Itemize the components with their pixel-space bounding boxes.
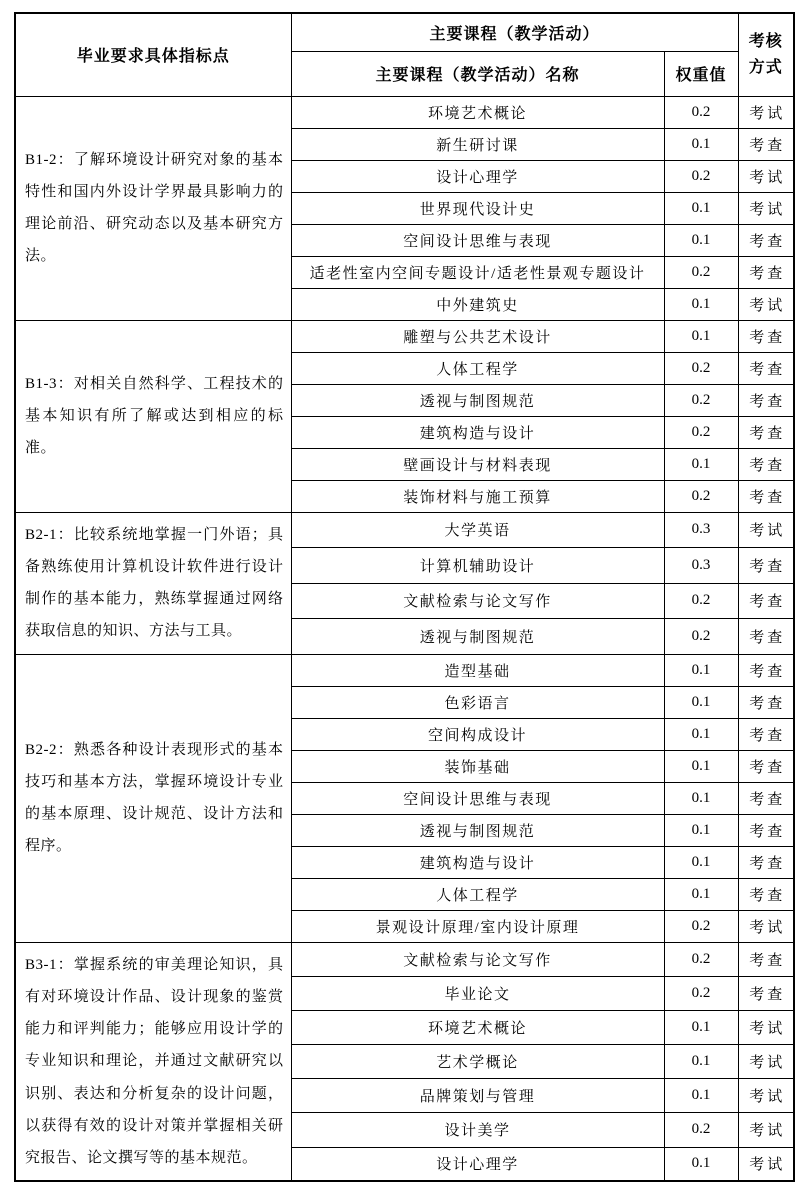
course-name-cell: 环境艺术概论: [291, 1010, 664, 1044]
course-name-cell: 新生研讨课: [291, 128, 664, 160]
course-name-cell: 品牌策划与管理: [291, 1079, 664, 1113]
course-name-cell: 人体工程学: [291, 352, 664, 384]
weight-cell: 0.2: [664, 480, 738, 512]
indicator-cell: B2-2：熟悉各种设计表现形式的基本技巧和基本方法，掌握环境设计专业的基本原理、设计规范、设计方法和程序。: [15, 654, 291, 942]
assessment-cell: 考试: [738, 512, 794, 548]
weight-cell: 0.1: [664, 224, 738, 256]
assessment-cell: 考试: [738, 96, 794, 128]
table-row: [15, 320, 794, 352]
weight-cell: 0.2: [664, 160, 738, 192]
weight-cell: 0.2: [664, 910, 738, 942]
indicator-cell: B1-2：了解环境设计研究对象的基本特性和国内外设计学界最具影响力的理论前沿、研究动态以及基本研究方法。: [15, 96, 291, 320]
course-name-cell: 人体工程学: [291, 878, 664, 910]
assessment-cell: 考查: [738, 352, 794, 384]
assessment-cell: 考查: [738, 448, 794, 480]
weight-cell: 0.1: [664, 448, 738, 480]
table-row: [15, 654, 794, 686]
course-name-cell: 大学英语: [291, 512, 664, 548]
weight-cell: 0.1: [664, 878, 738, 910]
header-assessment: 考核方式: [738, 13, 794, 96]
assessment-cell: 考查: [738, 548, 794, 584]
indicator-cell: B1-3：对相关自然科学、工程技术的基本知识有所了解或达到相应的标准。: [15, 320, 291, 512]
course-name-cell: 设计心理学: [291, 1147, 664, 1181]
assessment-cell: 考查: [738, 320, 794, 352]
assessment-cell: 考试: [738, 1010, 794, 1044]
weight-cell: 0.1: [664, 718, 738, 750]
assessment-cell: 考试: [738, 288, 794, 320]
course-name-cell: 空间构成设计: [291, 718, 664, 750]
weight-cell: 0.1: [664, 782, 738, 814]
assessment-cell: 考查: [738, 976, 794, 1010]
course-name-cell: 造型基础: [291, 654, 664, 686]
weight-cell: 0.3: [664, 548, 738, 584]
assessment-cell: 考试: [738, 1113, 794, 1147]
course-name-cell: 艺术学概论: [291, 1045, 664, 1079]
weight-cell: 0.2: [664, 96, 738, 128]
weight-cell: 0.1: [664, 1147, 738, 1181]
header-indicator: 毕业要求具体指标点: [15, 13, 291, 96]
assessment-cell: 考试: [738, 192, 794, 224]
course-name-cell: 空间设计思维与表现: [291, 224, 664, 256]
weight-cell: 0.2: [664, 384, 738, 416]
assessment-cell: 考试: [738, 910, 794, 942]
course-name-cell: 透视与制图规范: [291, 384, 664, 416]
course-name-cell: 雕塑与公共艺术设计: [291, 320, 664, 352]
weight-cell: 0.1: [664, 1045, 738, 1079]
assessment-cell: 考查: [738, 686, 794, 718]
assessment-cell: 考查: [738, 416, 794, 448]
course-name-cell: 建筑构造与设计: [291, 846, 664, 878]
course-name-cell: 壁画设计与材料表现: [291, 448, 664, 480]
course-name-cell: 计算机辅助设计: [291, 548, 664, 584]
header-courses-group: 主要课程（教学活动）: [291, 13, 738, 51]
assessment-cell: 考查: [738, 654, 794, 686]
course-name-cell: 设计美学: [291, 1113, 664, 1147]
assessment-cell: 考查: [738, 583, 794, 619]
weight-cell: 0.1: [664, 192, 738, 224]
assessment-cell: 考查: [738, 718, 794, 750]
assessment-cell: 考查: [738, 750, 794, 782]
weight-cell: 0.1: [664, 1079, 738, 1113]
table-row: [15, 96, 794, 128]
course-name-cell: 世界现代设计史: [291, 192, 664, 224]
weight-cell: 0.2: [664, 256, 738, 288]
weight-cell: 0.2: [664, 416, 738, 448]
assessment-cell: 考查: [738, 480, 794, 512]
weight-cell: 0.2: [664, 583, 738, 619]
curriculum-mapping-table: [14, 12, 795, 1182]
course-name-cell: 色彩语言: [291, 686, 664, 718]
course-name-cell: 景观设计原理/室内设计原理: [291, 910, 664, 942]
course-name-cell: 装饰材料与施工预算: [291, 480, 664, 512]
assessment-cell: 考查: [738, 224, 794, 256]
table-body: [15, 96, 794, 1181]
weight-cell: 0.1: [664, 846, 738, 878]
course-name-cell: 文献检索与论文写作: [291, 942, 664, 976]
course-name-cell: 毕业论文: [291, 976, 664, 1010]
weight-cell: 0.2: [664, 352, 738, 384]
assessment-cell: 考查: [738, 619, 794, 655]
assessment-cell: 考试: [738, 1079, 794, 1113]
table-row: [15, 942, 794, 976]
course-name-cell: 建筑构造与设计: [291, 416, 664, 448]
weight-cell: 0.2: [664, 619, 738, 655]
assessment-cell: 考查: [738, 942, 794, 976]
header-course-name: 主要课程（教学活动）名称: [291, 51, 664, 96]
course-name-cell: 空间设计思维与表现: [291, 782, 664, 814]
course-name-cell: 中外建筑史: [291, 288, 664, 320]
indicator-cell: B2-1：比较系统地掌握一门外语；具备熟练使用计算机设计软件进行设计制作的基本能力，熟练掌握通过网络获取信息的知识、方法与工具。: [15, 512, 291, 654]
assessment-cell: 考查: [738, 814, 794, 846]
assessment-cell: 考试: [738, 1045, 794, 1079]
course-name-cell: 适老性室内空间专题设计/适老性景观专题设计: [291, 256, 664, 288]
weight-cell: 0.1: [664, 686, 738, 718]
indicator-cell: B3-1：掌握系统的审美理论知识，具有对环境设计作品、设计现象的鉴赏能力和评判能力；能够应用设计学的专业知识和理论，并通过文献研究以识别、表达和分析复杂的设计问题，以获得有效的设计对策并掌握相关研究报告、论文撰写等的基本规范。: [15, 942, 291, 1181]
weight-cell: 0.1: [664, 750, 738, 782]
assessment-cell: 考查: [738, 128, 794, 160]
assessment-cell: 考查: [738, 384, 794, 416]
course-name-cell: 透视与制图规范: [291, 619, 664, 655]
assessment-cell: 考查: [738, 782, 794, 814]
weight-cell: 0.2: [664, 976, 738, 1010]
course-name-cell: 透视与制图规范: [291, 814, 664, 846]
weight-cell: 0.1: [664, 128, 738, 160]
header-weight: 权重值: [664, 51, 738, 96]
assessment-cell: 考试: [738, 1147, 794, 1181]
weight-cell: 0.1: [664, 288, 738, 320]
weight-cell: 0.2: [664, 1113, 738, 1147]
weight-cell: 0.1: [664, 1010, 738, 1044]
assessment-cell: 考试: [738, 160, 794, 192]
weight-cell: 0.1: [664, 654, 738, 686]
course-name-cell: 文献检索与论文写作: [291, 583, 664, 619]
weight-cell: 0.1: [664, 814, 738, 846]
assessment-cell: 考查: [738, 878, 794, 910]
weight-cell: 0.1: [664, 320, 738, 352]
course-name-cell: 装饰基础: [291, 750, 664, 782]
assessment-cell: 考查: [738, 846, 794, 878]
course-name-cell: 环境艺术概论: [291, 96, 664, 128]
weight-cell: 0.2: [664, 942, 738, 976]
course-name-cell: 设计心理学: [291, 160, 664, 192]
assessment-cell: 考查: [738, 256, 794, 288]
weight-cell: 0.3: [664, 512, 738, 548]
table-row: [15, 512, 794, 548]
